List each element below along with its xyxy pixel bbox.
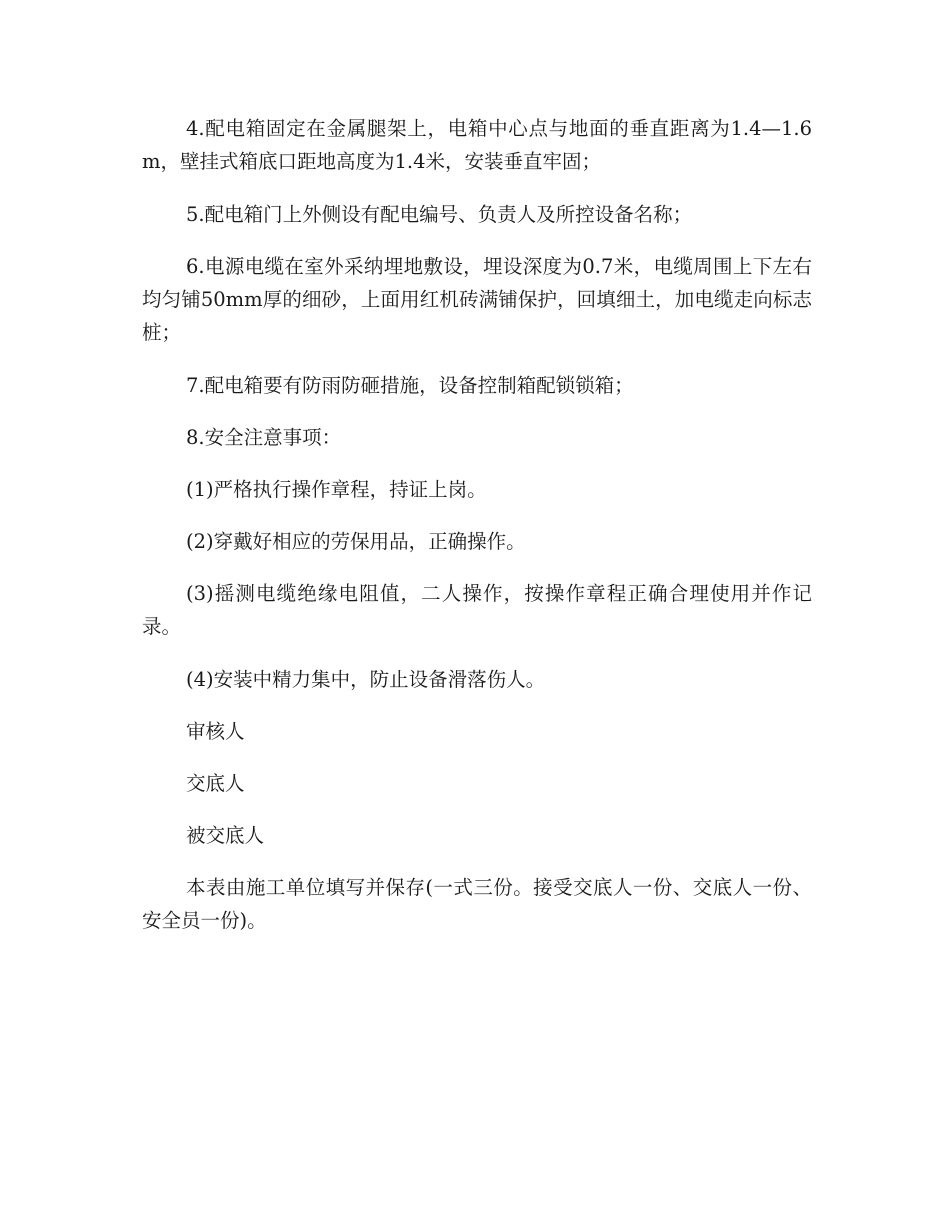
paragraph-item-7: 7.配电箱要有防雨防砸措施，设备控制箱配锁锁箱； (186, 374, 634, 397)
document-body (142, 112, 812, 957)
paragraph-item-4: 4.配电箱固定在金属腿架上，电箱中心点与地面的垂直距离为1.4—1.6m，壁挂式箱底口距地高度为1.4米，安装垂直牢固； (142, 117, 812, 173)
disclosee-label: 被交底人 (186, 824, 265, 847)
form-note: 本表由施工单位填写并保存(一式三份。接受交底人一份、交底人一份、安全员一份)。 (142, 876, 812, 932)
paragraph-safety-4: (4)安装中精力集中，防止设备滑落伤人。 (186, 668, 546, 691)
paragraph-item-6: 6.电源电缆在室外采纳埋地敷设，埋设深度为0.7米，电缆周围上下左右均匀铺50mm厚的细砂，上面用红机砖满铺保护，回填细土，加电缆走向标志桩； (142, 255, 812, 344)
paragraph-safety-heading: 8.安全注意事项： (186, 426, 342, 449)
paragraph-item-5: 5.配电箱门上外侧设有配电编号、负责人及所控设备名称； (186, 203, 693, 226)
reviewer-label: 审核人 (186, 720, 245, 743)
discloser-label: 交底人 (186, 772, 245, 795)
paragraph-safety-2: (2)穿戴好相应的劳保用品，正确操作。 (186, 530, 526, 553)
paragraph-safety-1: (1)严格执行操作章程，持证上岗。 (186, 478, 487, 501)
paragraph-safety-3: (3)摇测电缆绝缘电阻值，二人操作，按操作章程正确合理使用并作记录。 (142, 582, 812, 638)
